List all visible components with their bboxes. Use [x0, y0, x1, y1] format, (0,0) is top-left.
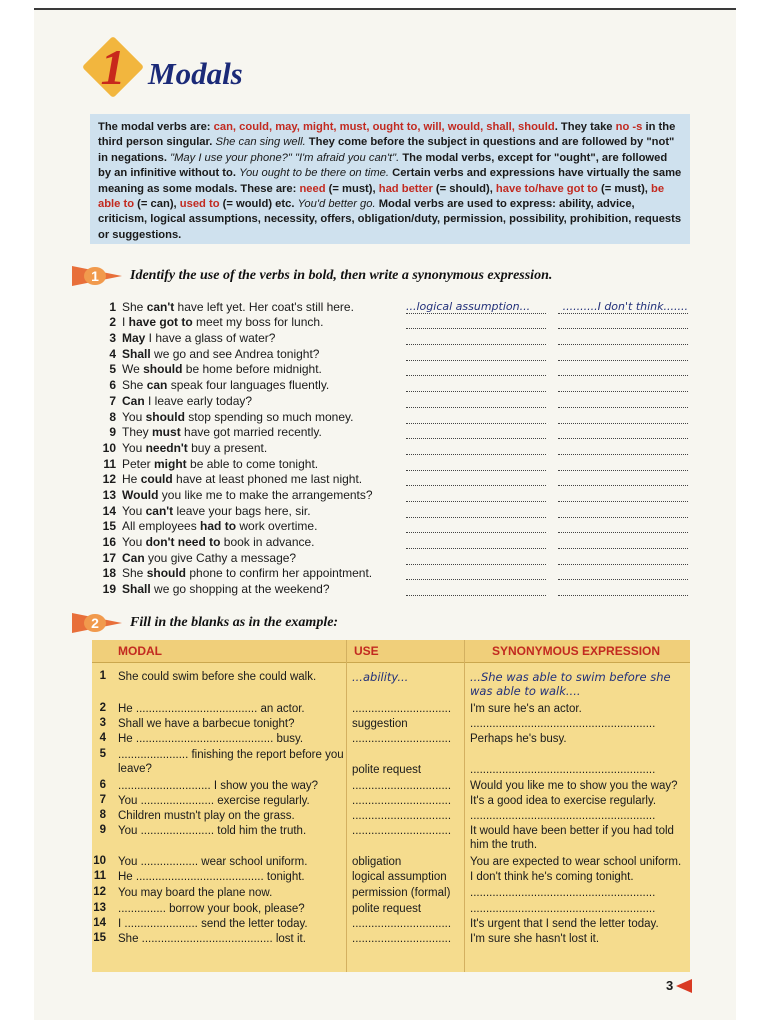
modal-cell[interactable]: ............... borrow your book, please?: [118, 903, 305, 915]
use-answer-field[interactable]: [406, 364, 546, 376]
use-cell[interactable]: ...............................: [352, 825, 452, 837]
intro-example: She can sing well.: [215, 136, 306, 149]
item-number: 2: [109, 315, 116, 330]
item-number: 6: [109, 378, 116, 393]
item-number: 14: [102, 503, 116, 518]
item-number: 12: [102, 472, 116, 487]
exercise-1-list: [94, 298, 690, 596]
use-cell[interactable]: ...ability...: [352, 670, 409, 684]
exercise-1-item: [94, 345, 690, 361]
synonym-answer-field[interactable]: [558, 490, 688, 502]
row-number: 3: [99, 717, 106, 729]
modal-cell[interactable]: ............................. I show you the way?: [118, 780, 319, 792]
row-number: 6: [99, 779, 106, 791]
exercise-1-heading: [72, 266, 552, 286]
modal-verb: should: [143, 362, 183, 377]
intro-text: Certain verbs and expressions have virtually the same meaning as some modals. These are:: [98, 167, 682, 195]
use-answer-field[interactable]: [406, 459, 546, 471]
modal-verb: can't: [145, 503, 174, 518]
item-number: 4: [109, 346, 116, 361]
item-sentence: [122, 472, 400, 486]
use-answer-field[interactable]: [406, 412, 546, 424]
modal-verb: Shall: [122, 582, 151, 597]
synonym-answer-field[interactable]: [558, 506, 688, 518]
intro-example: You'd better go.: [297, 198, 376, 211]
sentence-text: She: [122, 378, 147, 393]
item-sentence: [122, 504, 400, 518]
modal-cell[interactable]: You .................. wear school uniform.: [118, 856, 308, 868]
exercise-1-item: [94, 549, 690, 565]
exercise-1-item: [94, 329, 690, 345]
modal-cell[interactable]: He ........................................ tonight.: [118, 871, 305, 883]
modal-verb: Shall: [122, 346, 151, 361]
modal-cell[interactable]: She could swim before she could walk.: [118, 671, 317, 683]
item-number: 13: [102, 487, 116, 502]
synonym-answer-field[interactable]: [558, 364, 688, 376]
row-number: 2: [99, 702, 106, 714]
synonym-answer-field[interactable]: [558, 553, 688, 565]
modal-verb: Would: [122, 487, 159, 502]
synonym-cell[interactable]: You are expected to wear school uniform.: [470, 856, 682, 868]
sentence-text: we go and see Andrea tonight?: [150, 346, 320, 361]
exercise-1-item: [94, 314, 690, 330]
intro-text: Modal verbs are used to express: ability, advice, criticism, logical assumptions, necessity, offers, obligation/duty, permission, possibility, prohibition, requests or suggestions.: [98, 198, 682, 241]
row-number: 11: [93, 870, 106, 882]
row-number: 10: [93, 855, 106, 867]
intro-highlight: have to/have got to: [495, 182, 598, 195]
sentence-text: buy a present.: [187, 440, 268, 455]
sentence-text: have left yet. Her coat's still here.: [174, 299, 354, 314]
sentence-text: Peter: [122, 456, 155, 471]
page-number: 3: [666, 978, 674, 993]
modal-cell[interactable]: Shall we have a barbecue tonight?: [118, 718, 295, 730]
use-answer-field[interactable]: [406, 427, 546, 439]
item-sentence: [122, 441, 400, 455]
row-number: 7: [99, 794, 106, 806]
exercise-1-item: [94, 533, 690, 549]
synonym-cell[interactable]: I'm sure he's an actor.: [470, 703, 582, 715]
item-number: 8: [109, 409, 116, 424]
sentence-text: work overtime.: [236, 519, 318, 534]
synonym-cell[interactable]: ...She was able to swim before she was able to walk....: [470, 670, 671, 698]
synonym-answer-field[interactable]: [558, 317, 688, 329]
synonym-cell[interactable]: I don't think he's coming tonight.: [470, 871, 634, 883]
use-cell[interactable]: ...............................: [352, 933, 452, 945]
item-sentence: [122, 519, 400, 533]
modal-verb: had to: [200, 519, 237, 534]
modal-verb: must: [152, 425, 181, 440]
use-answer-field[interactable]: ...logical assumption...: [406, 302, 546, 314]
use-cell[interactable]: logical assumption: [352, 871, 447, 883]
intro-text: (= must),: [325, 182, 379, 195]
synonym-cell[interactable]: Perhaps he's busy.: [470, 733, 567, 745]
sentence-text: we go shopping at the weekend?: [150, 582, 330, 597]
row-number: 14: [93, 917, 106, 929]
modal-verb: Can: [122, 550, 145, 565]
use-answer-field[interactable]: [406, 380, 546, 392]
unit-title: Modals: [148, 56, 243, 91]
item-sentence: [122, 551, 400, 565]
use-cell[interactable]: suggestion: [352, 718, 408, 730]
item-sentence: [122, 315, 400, 329]
modal-verbs-list: can, could, may, might, must, ought to, will, would, shall, should: [213, 121, 555, 133]
modal-verb: needn't: [145, 440, 188, 455]
intro-highlight: be able to: [98, 182, 665, 211]
synonym-cell[interactable]: ..........................................................: [470, 764, 656, 776]
sentence-text: book in advance.: [220, 535, 315, 549]
exercise-number: 1: [91, 268, 99, 284]
sentence-text: You: [122, 535, 146, 549]
intro-box: [90, 114, 690, 244]
synonym-cell[interactable]: It's urgent that I send the letter today.: [470, 918, 659, 930]
item-sentence: [122, 331, 400, 345]
sentence-text: have got married recently.: [180, 425, 322, 440]
modal-cell[interactable]: You ....................... exercise regularly.: [118, 795, 310, 807]
use-cell[interactable]: polite request: [352, 764, 422, 776]
use-cell[interactable]: ...............................: [352, 703, 452, 715]
use-answer-field[interactable]: [406, 333, 546, 345]
item-sentence: [122, 378, 400, 392]
item-sentence: [122, 300, 400, 314]
exercise-1-item: [94, 424, 690, 440]
item-sentence: [122, 457, 400, 471]
exercise-1-item: [94, 502, 690, 518]
use-answer-field[interactable]: [406, 317, 546, 329]
modal-cell[interactable]: You may board the plane now.: [118, 887, 273, 899]
exercise-1-item: [94, 298, 690, 314]
synonym-answer-field[interactable]: [558, 443, 688, 455]
item-number: 7: [109, 393, 116, 408]
row-number: 12: [93, 886, 106, 898]
exercise-1-item: [94, 439, 690, 455]
header-modal: MODAL: [118, 644, 162, 658]
item-sentence: [122, 488, 400, 502]
modal-verb: might: [154, 456, 187, 471]
use-answer-field[interactable]: [406, 349, 546, 361]
synonym-answer-field[interactable]: [558, 427, 688, 439]
synonym-answer-field[interactable]: [558, 380, 688, 392]
exercise-instruction: Fill in the blanks as in the example:: [130, 615, 339, 630]
exercise-number-badge: [72, 613, 122, 633]
use-cell[interactable]: ...............................: [352, 780, 452, 792]
intro-text: They come before the subject in questions and are followed by "not" in negations.: [98, 136, 675, 164]
item-number: 19: [102, 582, 116, 597]
synonym-cell[interactable]: It's a good idea to exercise regularly.: [470, 795, 657, 807]
sentence-text: you give Cathy a message?: [144, 550, 297, 565]
exercise-1-item: [94, 408, 690, 424]
sentence-text: You: [122, 409, 146, 424]
column-divider: [464, 640, 465, 972]
item-sentence: [122, 425, 400, 439]
synonym-answer-field[interactable]: [558, 396, 688, 408]
use-answer-field[interactable]: [406, 396, 546, 408]
item-number: 9: [109, 425, 116, 440]
item-number: 17: [102, 550, 116, 565]
synonym-cell[interactable]: ..........................................................: [470, 810, 656, 822]
intro-text: The modal verbs are:: [98, 121, 214, 133]
use-answer-field[interactable]: [406, 537, 546, 549]
synonym-answer-field[interactable]: [558, 537, 688, 549]
item-number: 1: [109, 299, 116, 314]
sentence-text: He: [122, 472, 141, 487]
row-number: 8: [99, 809, 106, 821]
modal-verb: should: [146, 566, 187, 581]
sentence-text: stop spending so much money.: [184, 409, 354, 424]
exercise-1-item: [94, 471, 690, 487]
modal-cell[interactable]: You ....................... told him the truth.: [118, 825, 307, 837]
synonym-answer-field[interactable]: ..........I don't think.......: [558, 302, 688, 314]
synonym-answer-field[interactable]: [558, 412, 688, 424]
sentence-text: You: [122, 503, 146, 518]
use-answer-field[interactable]: [406, 474, 546, 486]
intro-example: You ought to be there on time.: [239, 167, 389, 180]
exercise-1-item: [94, 361, 690, 377]
intro-example: "May I use your phone?" "I'm afraid you can't".: [170, 151, 400, 164]
item-sentence: [122, 394, 400, 408]
sentence-text: be able to come tonight.: [186, 456, 319, 471]
intro-highlight: no -s: [615, 121, 643, 133]
modal-verb: should: [145, 409, 185, 424]
intro-text: (= should),: [432, 182, 496, 195]
exercise-1-item: [94, 455, 690, 471]
sentence-text: phone to confirm her appointment.: [186, 566, 373, 581]
intro-highlight: need: [299, 182, 326, 195]
sentence-text: leave your bags here, sir.: [173, 503, 311, 518]
item-sentence: [122, 535, 400, 549]
use-answer-field[interactable]: [406, 568, 546, 580]
header-synonymous-expression: SYNONYMOUS EXPRESSION: [492, 644, 661, 658]
item-number: 3: [109, 331, 116, 346]
use-cell[interactable]: permission (formal): [352, 887, 451, 899]
synonym-answer-field[interactable]: [558, 568, 688, 580]
item-number: 18: [102, 566, 116, 581]
synonym-answer-field[interactable]: [558, 521, 688, 533]
intro-highlight: had better: [378, 182, 433, 195]
use-cell[interactable]: polite request: [352, 903, 422, 915]
modal-cell[interactable]: He ...................................... an actor.: [118, 703, 305, 715]
synonym-cell[interactable]: ..........................................................: [470, 903, 656, 915]
sentence-text: have at least phoned me last night.: [172, 472, 363, 487]
sentence-text: I: [122, 315, 129, 330]
sentence-text: I have a glass of water?: [145, 331, 276, 346]
item-number: 11: [103, 456, 116, 471]
item-number: 15: [102, 519, 116, 534]
exercise-1-item: [94, 392, 690, 408]
exercise-instruction: Identify the use of the verbs in bold, then write a synonymous expression.: [130, 268, 553, 283]
row-number: 13: [93, 902, 106, 914]
sentence-text: All employees: [122, 519, 201, 534]
item-number: 5: [109, 362, 116, 377]
item-sentence: [122, 410, 400, 424]
item-number: 10: [102, 440, 116, 455]
modal-cell[interactable]: Children mustn't play on the grass.: [118, 810, 295, 822]
exercise-1-item: [94, 565, 690, 581]
modal-verb: Can: [122, 393, 145, 408]
use-answer-field[interactable]: [406, 584, 546, 596]
intro-text: (= must),: [597, 182, 652, 195]
modal-verb: can't: [146, 299, 175, 314]
exercise-1-item: [94, 580, 690, 596]
use-answer-field[interactable]: [406, 521, 546, 533]
item-sentence: [122, 347, 400, 361]
row-number: 5: [99, 748, 106, 760]
synonym-answer-field[interactable]: [558, 349, 688, 361]
item-sentence: [122, 566, 400, 580]
modal-cell[interactable]: She ......................................... lost it.: [118, 933, 306, 945]
intro-highlight: used to: [179, 198, 220, 211]
modal-verb: can: [146, 378, 168, 393]
exercise-1-item: [94, 518, 690, 534]
sentence-text: You: [122, 440, 146, 455]
intro-text: The modal verbs, except for "ought", are followed by an infinitive without to.: [98, 151, 668, 180]
row-number: 15: [93, 932, 106, 944]
use-cell[interactable]: obligation: [352, 856, 402, 868]
use-cell[interactable]: ...............................: [352, 810, 452, 822]
sentence-text: speak four languages fluently.: [167, 378, 330, 393]
use-cell[interactable]: ...............................: [352, 733, 452, 745]
use-answer-field[interactable]: [406, 490, 546, 502]
intro-text: . They take: [554, 121, 616, 133]
sentence-text: They: [122, 425, 153, 440]
synonym-cell[interactable]: Would you like me to show you the way?: [470, 780, 678, 792]
intro-text: (= would) etc.: [219, 198, 298, 211]
sentence-text: you like me to make the arrangements?: [158, 487, 373, 502]
row-number: 1: [99, 670, 106, 682]
exercise-number: 2: [91, 615, 99, 631]
sentence-text: She: [122, 299, 147, 314]
modal-cell[interactable]: He ........................................... busy.: [118, 733, 304, 745]
exercise-2-table: [92, 640, 690, 972]
intro-text: in the third person singular.: [98, 121, 676, 149]
synonym-cell[interactable]: It would have been better if you had told him the truth.: [470, 825, 674, 851]
sentence-text: I leave early today?: [144, 393, 253, 408]
synonym-answer-field[interactable]: [558, 459, 688, 471]
modal-verb: don't need to: [145, 535, 221, 549]
sentence-text: She: [122, 566, 147, 581]
item-sentence: [122, 362, 400, 376]
use-answer-field[interactable]: [406, 553, 546, 565]
sentence-text: We: [122, 362, 144, 377]
exercise-1-item: [94, 486, 690, 502]
sentence-text: meet my boss for lunch.: [192, 315, 324, 330]
synonym-answer-field[interactable]: [558, 333, 688, 345]
modal-verb: could: [140, 472, 173, 487]
synonym-cell[interactable]: ..........................................................: [470, 718, 656, 730]
exercise-number-badge: [72, 266, 122, 286]
item-sentence: [122, 582, 400, 596]
use-cell[interactable]: ...............................: [352, 795, 452, 807]
unit-number: 1: [100, 39, 126, 95]
page-arrow-icon: [676, 979, 692, 993]
synonym-answer-field[interactable]: [558, 474, 688, 486]
item-number: 16: [102, 535, 116, 549]
modal-cell[interactable]: I ....................... send the letter today.: [118, 918, 308, 930]
header-use: USE: [354, 644, 379, 658]
use-answer-field[interactable]: [406, 443, 546, 455]
row-number: 4: [99, 732, 106, 744]
sentence-text: be home before midnight.: [182, 362, 322, 377]
synonym-cell[interactable]: ..........................................................: [470, 887, 656, 899]
modal-cell[interactable]: ...................... finishing the report before you leave?: [118, 749, 344, 775]
synonym-answer-field[interactable]: [558, 584, 688, 596]
modal-verb: have got to: [128, 315, 193, 330]
exercise-2-heading: [72, 613, 338, 633]
row-number: 9: [99, 824, 106, 836]
unit-badge: [82, 36, 144, 98]
exercise-1-item: [94, 376, 690, 392]
intro-text: (= can),: [134, 198, 180, 211]
use-cell[interactable]: ...............................: [352, 918, 452, 930]
use-answer-field[interactable]: [406, 506, 546, 518]
synonym-cell[interactable]: I'm sure she hasn't lost it.: [470, 933, 600, 945]
modal-verb: May: [122, 331, 146, 346]
